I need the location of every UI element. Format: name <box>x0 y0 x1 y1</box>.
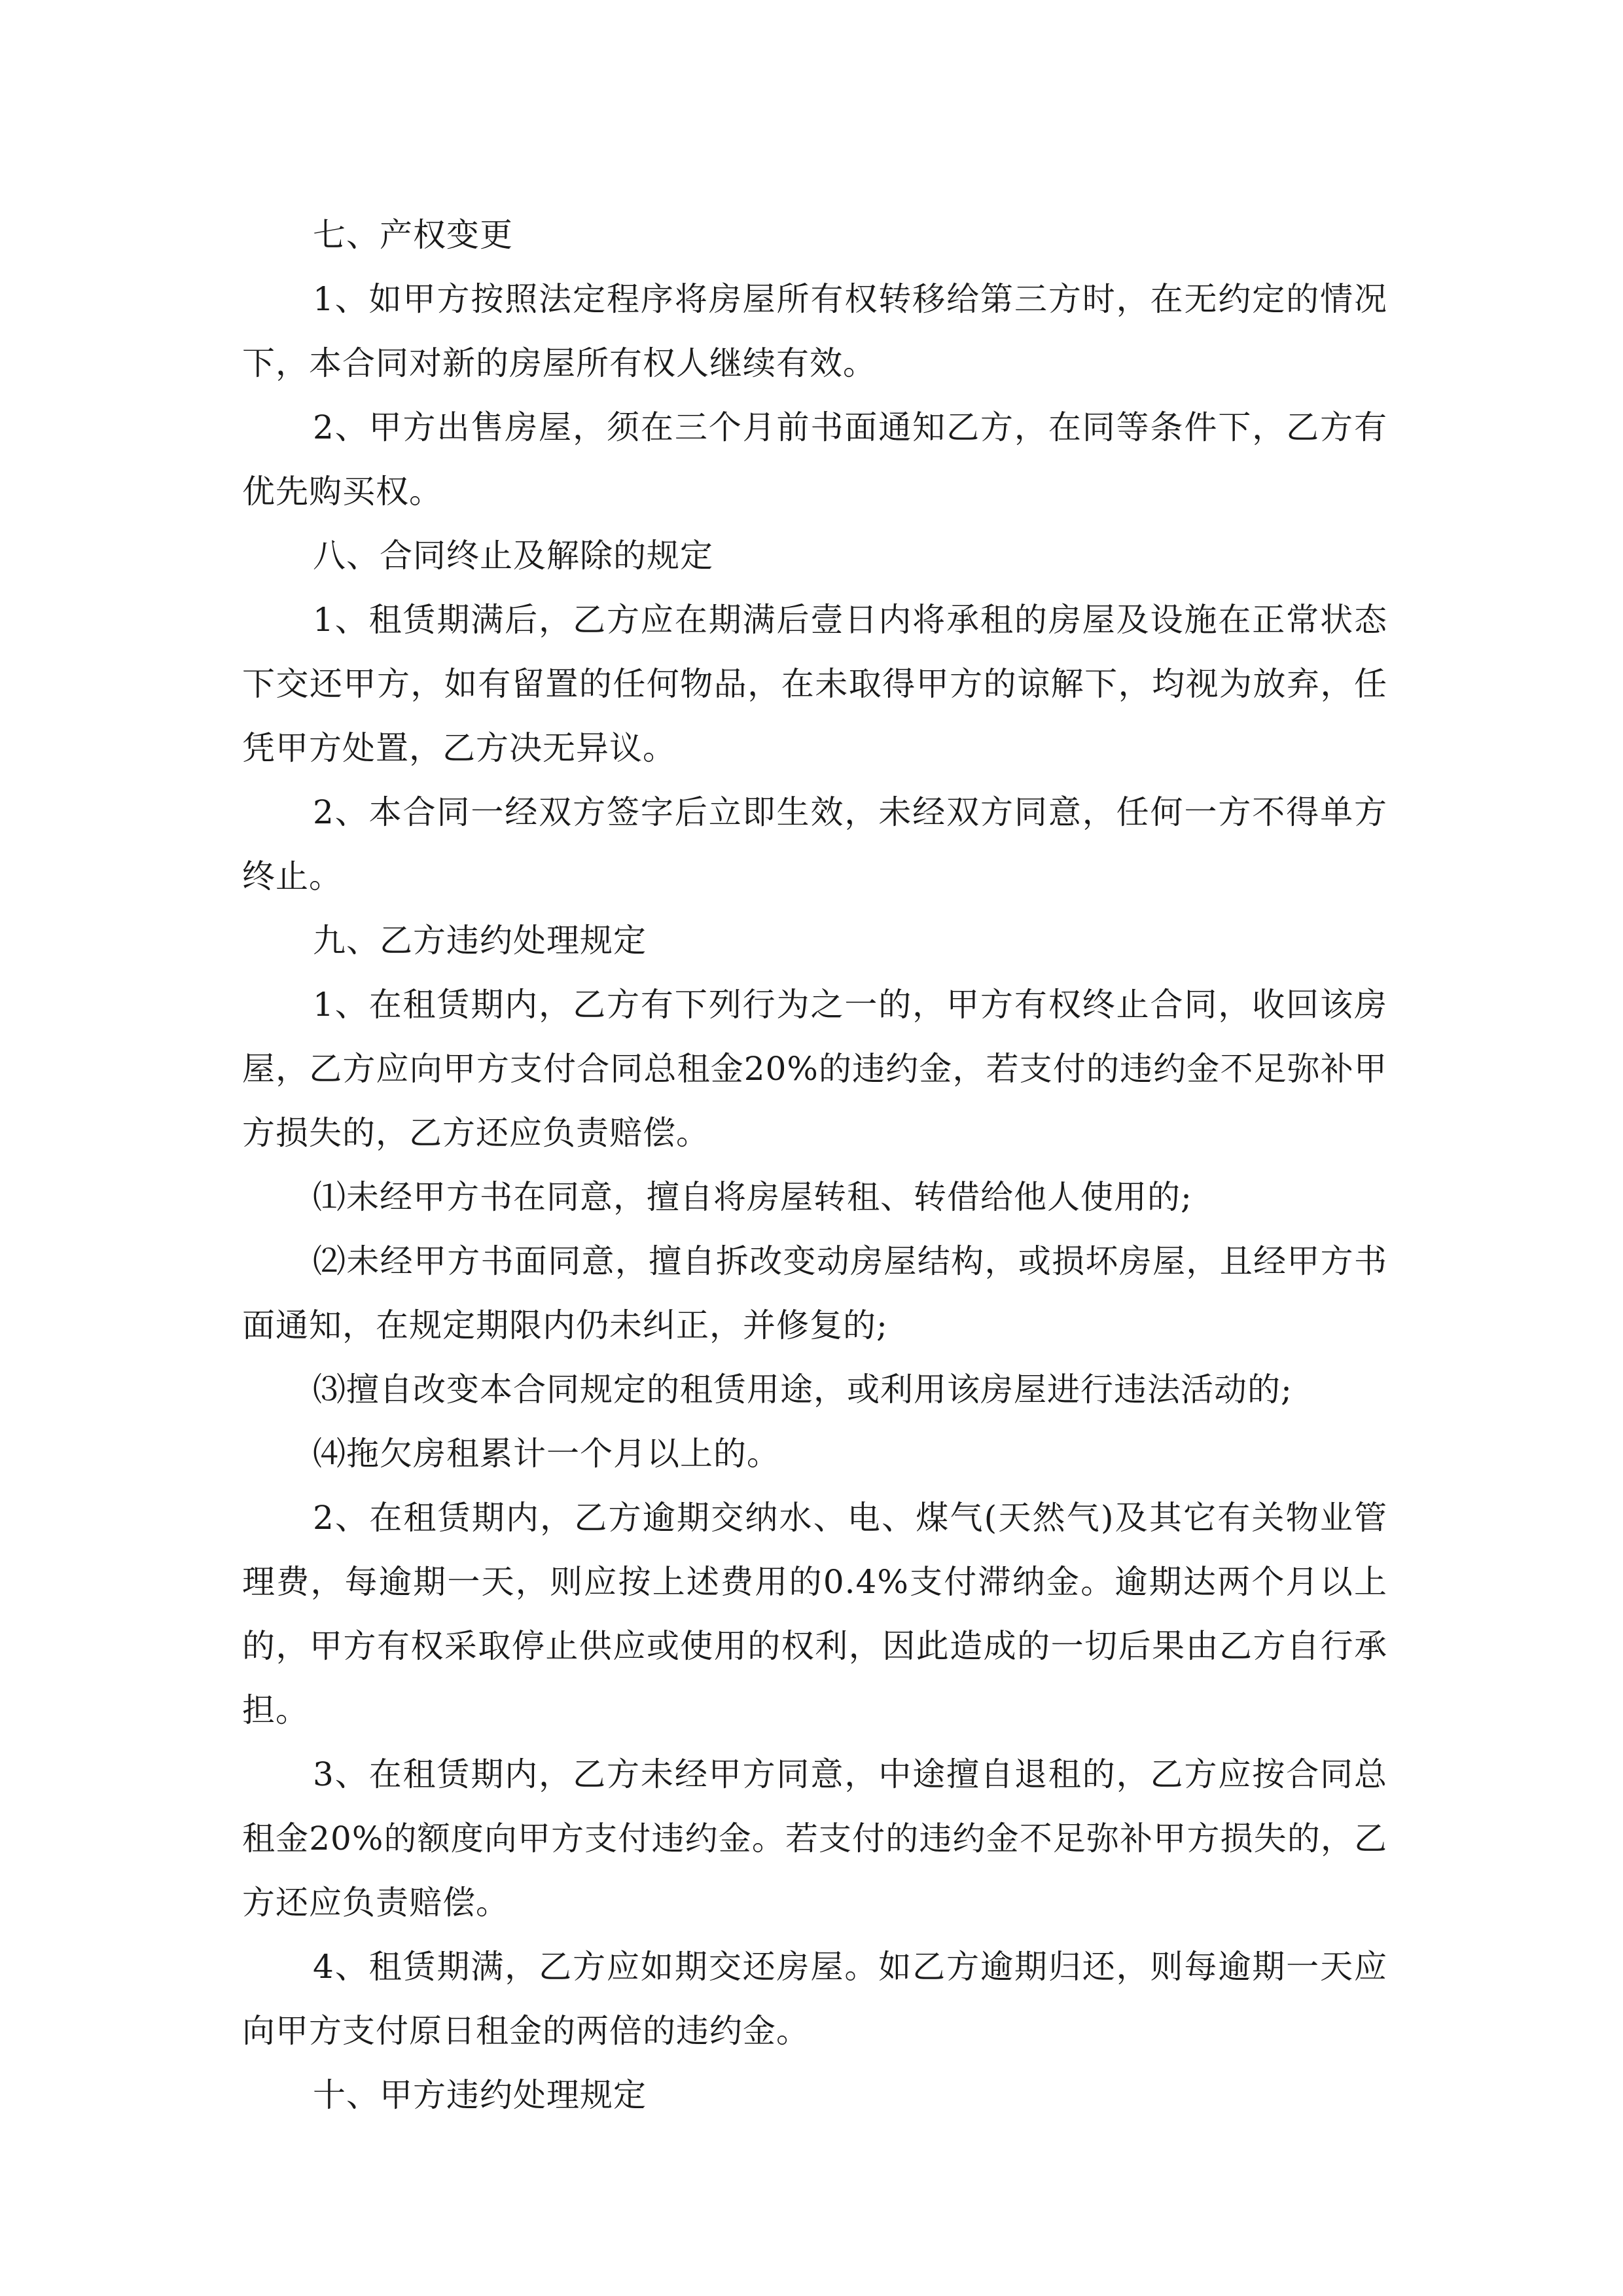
section-heading-7: 七、产权变更 <box>313 216 513 254</box>
list-item: ⑵未经甲方书面同意，擅自拆改变动房屋结构，或损坏房屋，且经甲方书面通知，在规定期限内仍未纠正，并修复的; <box>242 1242 1387 1344</box>
section-heading-8: 八、合同终止及解除的规定 <box>313 537 713 575</box>
paragraph: 2、在租赁期内，乙方逾期交纳水、电、煤气(天然气)及其它有关物业管理费，每逾期一天，则应按上述费用的0.4%支付滞纳金。逾期达两个月以上的，甲方有权采取停止供应或使用的权利，因此造成的一切后果由乙方自行承担。 <box>242 1499 1387 1729</box>
list-item: ⑴未经甲方书在同意，擅自将房屋转租、转借给他人使用的; <box>313 1178 1192 1216</box>
paragraph: 2、本合同一经双方签字后立即生效，未经双方同意，任何一方不得单方终止。 <box>242 793 1387 895</box>
paragraph: 3、在租赁期内，乙方未经甲方同意，中途擅自退租的，乙方应按合同总租金20%的额度向甲方支付违约金。若支付的违约金不足弥补甲方损失的，乙方还应负责赔偿。 <box>242 1755 1387 1922</box>
paragraph: 2、甲方出售房屋，须在三个月前书面通知乙方，在同等条件下，乙方有优先购买权。 <box>242 408 1387 511</box>
list-item: ⑶擅自改变本合同规定的租赁用途，或利用该房屋进行违法活动的; <box>313 1371 1293 1408</box>
paragraph: 1、在租赁期内，乙方有下列行为之一的，甲方有权终止合同，收回该房屋，乙方应向甲方支付合同总租金20%的违约金，若支付的违约金不足弥补甲方损失的，乙方还应负责赔偿。 <box>242 986 1387 1152</box>
section-heading-10: 十、甲方违约处理规定 <box>313 2076 647 2114</box>
paragraph: 1、租赁期满后，乙方应在期满后壹日内将承租的房屋及设施在正常状态下交还甲方，如有留置的任何物品，在未取得甲方的谅解下，均视为放弃，任凭甲方处置，乙方决无异议。 <box>242 601 1387 767</box>
section-heading-9: 九、乙方违约处理规定 <box>313 922 647 960</box>
paragraph: 1、如甲方按照法定程序将房屋所有权转移给第三方时，在无约定的情况下，本合同对新的房屋所有权人继续有效。 <box>242 280 1387 382</box>
paragraph: 4、租赁期满，乙方应如期交还房屋。如乙方逾期归还，则每逾期一天应向甲方支付原日租金的两倍的违约金。 <box>242 1948 1387 2050</box>
list-item: ⑷拖欠房租累计一个月以上的。 <box>313 1435 780 1473</box>
document-body <box>242 203 1387 2127</box>
